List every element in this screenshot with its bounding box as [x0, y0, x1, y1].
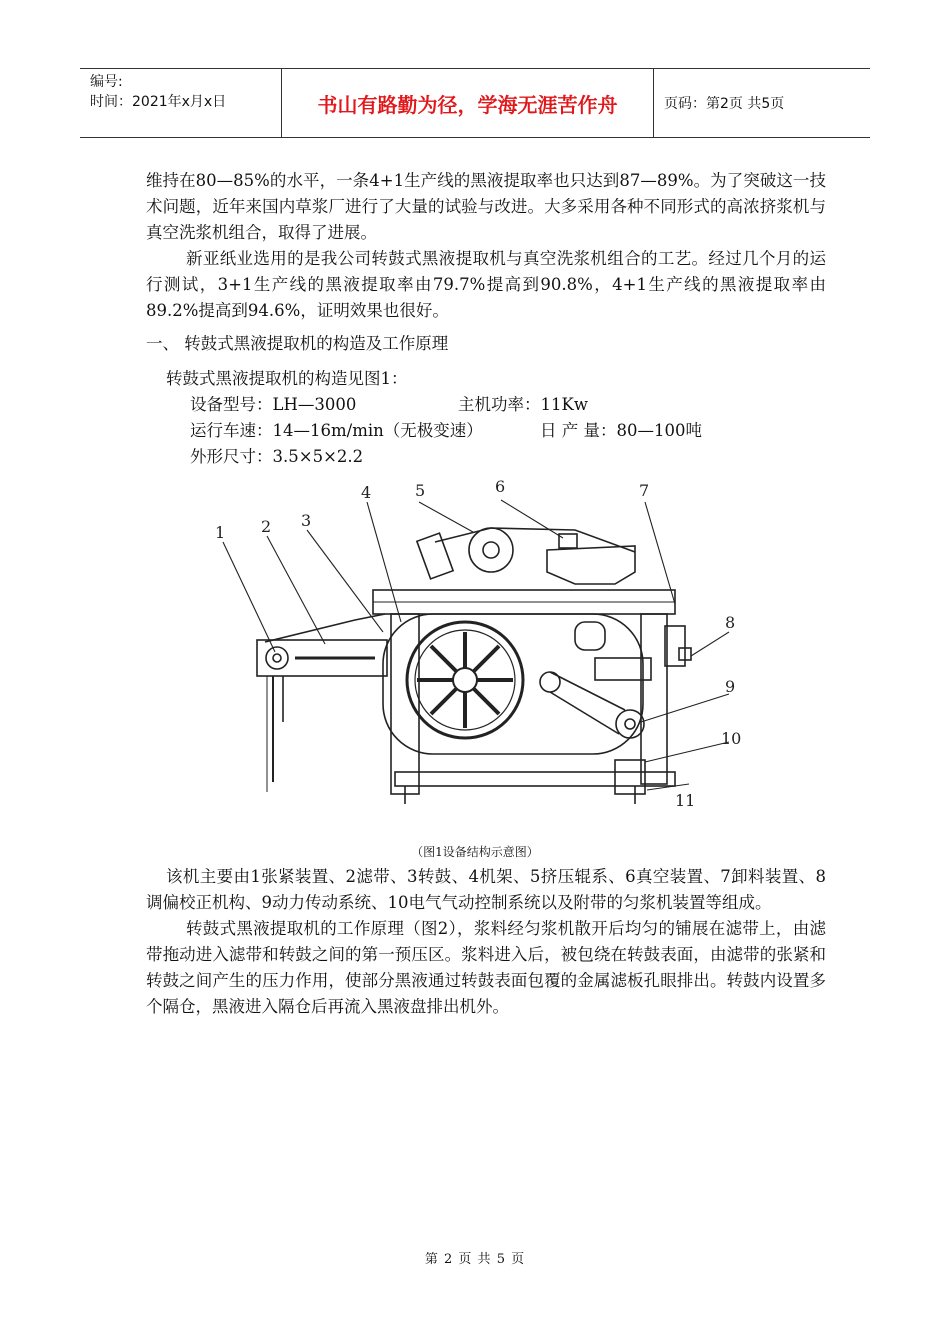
press-belt: [435, 528, 635, 552]
page-footer: 第 2 页 共 5 页: [424, 1252, 526, 1267]
callout-label-1: 1: [215, 523, 226, 542]
callout-label-6: 6: [495, 477, 506, 496]
callout-label-4: 4: [361, 483, 372, 502]
figure-intro: 转鼓式黑液提取机的构造见图1：: [166, 369, 408, 388]
header-page-label: 页码：第2页 共5页: [664, 96, 785, 112]
spec-speed: 运行车速：14—16m/min（无极变速）: [190, 421, 483, 440]
base-frame: [395, 772, 675, 786]
body-paragraphs-top: [146, 168, 826, 324]
frame-column-left: [391, 614, 419, 794]
figure-caption: （图1设备结构示意图）: [411, 845, 539, 859]
paragraph-4: 转鼓式黑液提取机的工作原理（图2），浆料经匀浆机散开后均匀的铺展在滤带上，由滤带拖动进入滤带和转鼓之间的第一预压区。浆料进入后，被包绕在转鼓表面，由滤带的张紧和转鼓之间产生的压力作用，使部分黑液通过转鼓表面包覆的金属滤板孔眼排出。转鼓内设置多个隔仓，黑液进入隔仓后再流入黑液盘排出机外。: [146, 919, 826, 1016]
spec-power: 主机功率：11Kw: [458, 395, 588, 414]
callout-label-10: 10: [721, 729, 742, 748]
time-label: 时间：2021年x月x日: [90, 94, 227, 110]
filter-belt: [265, 614, 385, 642]
body-paragraphs-bottom: [146, 864, 826, 1020]
paragraph-1: 维持在80—85%的水平，一条4+1生产线的黑液提取率也只达到87—89%。为了突破这一技术问题，近年来国内草浆厂进行了大量的试验与改进。大多采用各种不同形式的高浓挤浆机与真空洗浆机组合，取得了进展。: [146, 171, 826, 242]
paragraph-2: 新亚纸业选用的是我公司转鼓式黑液提取机与真空洗浆机组合的工艺。经过几个月的运行测试，3+1生产线的黑液提取率由79.7%提高到90.8%，4+1生产线的黑液提取率由89.2%提高到94.6%，证明效果也很好。: [146, 249, 826, 320]
spec-model: 设备型号：LH—3000: [190, 395, 357, 414]
spec-size: 外形尺寸：3.5×5×2.2: [190, 447, 364, 466]
callout-label-3: 3: [301, 511, 312, 530]
spec-output: 日 产 量：80—100吨: [540, 421, 702, 440]
number-label: 编号:: [90, 74, 123, 90]
callout-label-2: 2: [261, 517, 272, 536]
header-meta: [80, 69, 282, 137]
drum-body: [383, 614, 643, 754]
callout-label-9: 9: [725, 677, 736, 696]
section-heading: 一、 转鼓式黑液提取机的构造及工作原理: [146, 334, 449, 353]
header-motto: 书山有路勤为径，学海无涯苦作舟: [282, 69, 654, 137]
document-header: [80, 68, 870, 138]
press-roller: [469, 528, 513, 572]
callout-label-8: 8: [725, 613, 736, 632]
callout-label-5: 5: [415, 481, 426, 500]
callout-label-11: 11: [675, 791, 696, 810]
vacuum-unit: [547, 546, 635, 584]
callout-label-7: 7: [639, 481, 650, 500]
paragraph-3: 该机主要由1张紧装置、2滤带、3转鼓、4机架、5挤压辊系、6真空装置、7卸料装置、8调偏校正机构、9动力传动系统、10电气气动控制系统以及附带的匀浆机装置等组成。: [146, 867, 826, 912]
frame-column-right: [641, 614, 667, 784]
equipment-structure-diagram: [195, 472, 765, 832]
